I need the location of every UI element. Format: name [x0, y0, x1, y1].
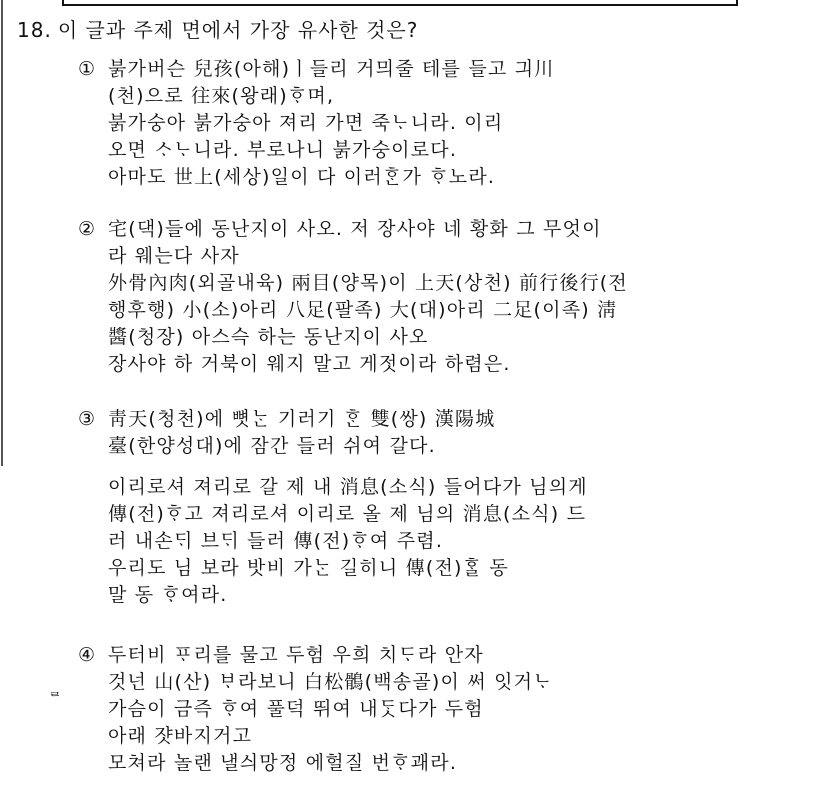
choice-line: 러 내손ᄃᆡ 브ᄃᆡ 들러 傳(전)ᄒᆞ여 주렴. — [108, 530, 444, 552]
choice-line: 라 웨는다 사자 — [108, 245, 240, 267]
answer-choice-3[interactable] — [78, 406, 588, 609]
choice-line: 행후행) 小(소)아리 八足(팔족) 大(대)아리 二足(이족) 淸 — [108, 299, 618, 321]
answer-choice-1[interactable] — [78, 56, 554, 191]
choice-line: 붉가버슨 兒孩(아해)ㅣ들리 거믜줄 테를 들고 긔川 — [108, 58, 555, 80]
answer-choice-4[interactable] — [78, 642, 553, 777]
choice-line: 아마도 世上(세상)일이 다 이러ᄒᆞᆫ가 ᄒᆞ노라. — [108, 166, 496, 188]
choice-line: 것넌 山(산) ᄇᆞ라보니 白松鶻(백송골)이 써 잇거ᄂᆞ — [108, 671, 553, 693]
choice-line: 우리도 님 보라 밧비 가ᄂᆞᆫ 길히니 傳(전)ᄒᆞᆯ 동 — [108, 557, 509, 579]
choice-line: 傳(전)ᄒᆞ고 져리로셔 이리로 올 제 님의 消息(소식) 드 — [108, 503, 587, 525]
choice-number-3: ③ — [78, 408, 97, 430]
answer-choice-2[interactable] — [78, 216, 628, 378]
choice-line: 가슴이 금즉 ᄒᆞ여 풀덕 뛰여 내ᄃᆞᆺ다가 두험 — [108, 698, 484, 720]
column-divider-line — [1, 0, 3, 466]
choice-line: 말 동 ᄒᆞ여라. — [108, 584, 228, 606]
choice-line: 臺(한양성대)에 잠간 들러 쉬여 갈다. — [108, 435, 436, 457]
question-number: 18. — [17, 18, 52, 42]
choice-line: 外骨內肉(외골내육) 兩目(양목)이 上天(상천) 前行後行(전 — [108, 272, 628, 294]
choice-line: 붉가숭아 붉가숭아 져리 가면 죽ᄂᆞ니라. 이리 — [108, 112, 504, 134]
choice-number-1: ① — [78, 58, 97, 80]
question-stem — [17, 16, 418, 44]
choice-number-2: ② — [78, 218, 97, 240]
choice-line: 宅(댁)들에 동난지이 사오. 저 장사야 네 황화 그 무엇이 — [108, 218, 602, 240]
previous-passage-box-edge — [62, 0, 738, 6]
question-text: 이 글과 주제 면에서 가장 유사한 것은? — [57, 18, 419, 42]
choice-line: 靑天(청천)에 뼛ᄂᆞᆫ 기러기 ᄒᆞᆫ 雙(쌍) 漢陽城 — [108, 408, 496, 430]
choice-line: (천)으로 往來(왕래)ᄒᆞ며, — [108, 85, 335, 107]
stray-glyph-mark: ᆯ — [48, 683, 62, 699]
choice-line: 오면 ᄉᆞᄂᆞ니라. 부로나니 붉가숭이로다. — [108, 139, 458, 161]
choice-line: 이리로셔 져리로 갈 제 내 消息(소식) 들어다가 님의게 — [108, 476, 588, 498]
choice-line: 醬(청장) 아스슥 하는 동난지이 사오 — [108, 326, 429, 348]
choice-line: 장사야 하 거북이 웨지 말고 게젓이라 하렴은. — [108, 353, 511, 375]
stanza-gap — [108, 460, 588, 474]
choice-number-4: ④ — [78, 644, 97, 666]
choice-line: 모쳐라 놀랜 낼싀망정 에헐질 번ᄒᆞ괘라. — [108, 752, 458, 774]
choice-line: 아래 쟛바지거고 — [108, 725, 253, 747]
choice-line: 두터비 ᄑᆞ리를 물고 두험 우희 치ᄃᆞ라 안자 — [108, 644, 484, 666]
